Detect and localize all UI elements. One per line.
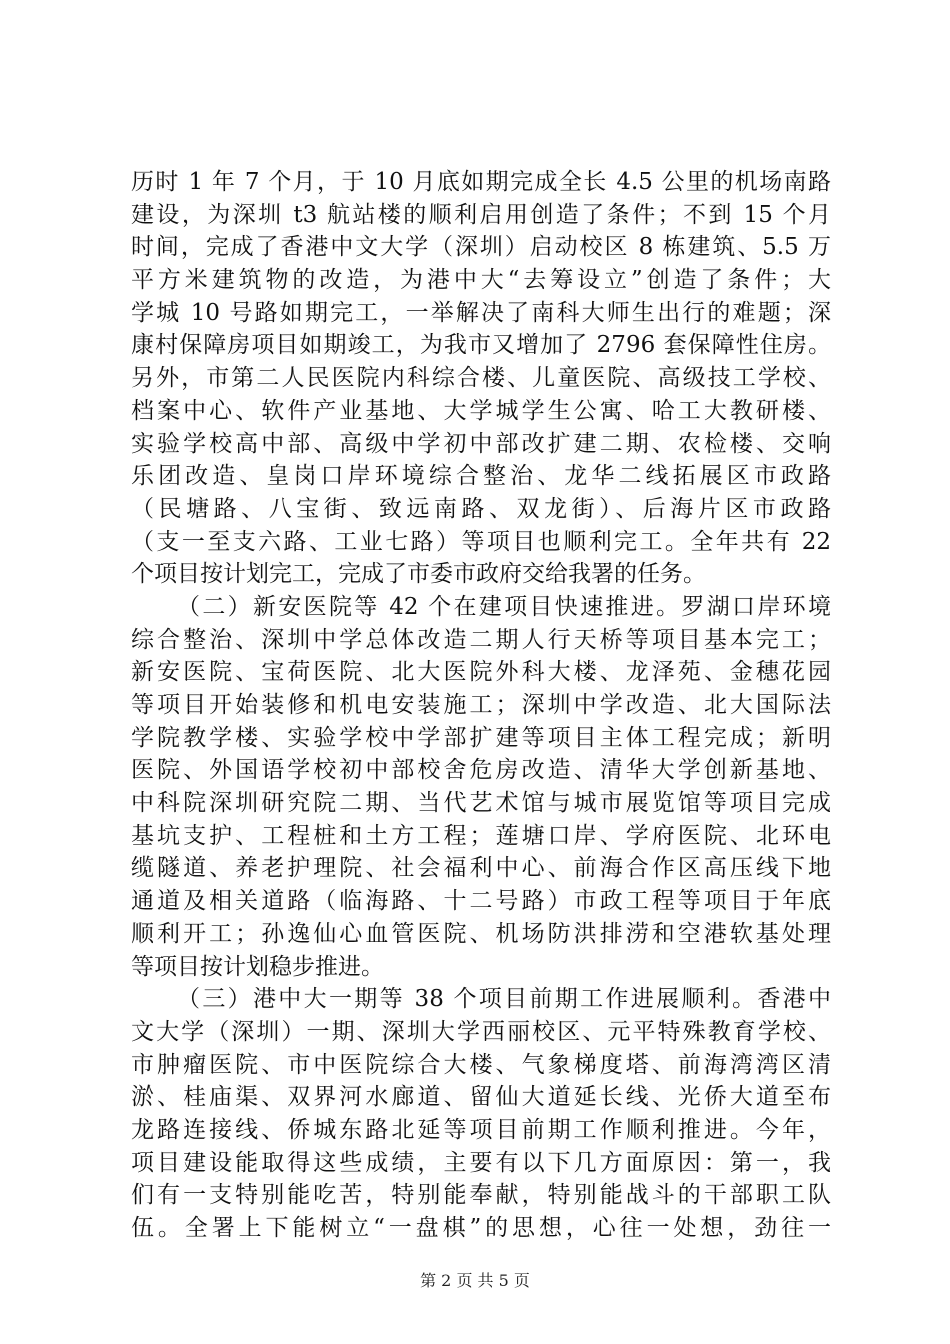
text-line: 们有一支特别能吃苦，特别能奉献，特别能战斗的干部职工队 [131, 1182, 831, 1209]
text-line: 医院、外国语学校初中部校舍危房改造、清华大学创新基地、 [131, 757, 831, 784]
page-number-footer: 第 2 页 共 5 页 [420, 1271, 530, 1290]
text-line: 康村保障房项目如期竣工，为我市又增加了 2796 套保障性住房。 [131, 332, 831, 359]
text-line: 建设，为深圳 t3 航站楼的顺利启用创造了条件；不到 15 个月 [131, 201, 831, 228]
text-line: 伍。全署上下能树立“一盘棋”的思想，心往一处想，劲往一 [131, 1215, 831, 1241]
text-line: 学院教学楼、实验学校中学部扩建等项目主体工程完成；新明 [131, 724, 831, 751]
text-line: 实验学校高中部、高级中学初中部改扩建二期、农检楼、交响 [131, 430, 831, 457]
text-line: 综合整治、深圳中学总体改造二期人行天桥等项目基本完工； [131, 626, 831, 653]
text-line: 淤、桂庙渠、双界河水廊道、留仙大道延长线、光侨大道至布 [131, 1084, 831, 1111]
text-line: （支一至支六路、工业七路）等项目也顺利完工。全年共有 22 [131, 528, 831, 555]
text-line: 项目建设能取得这些成绩，主要有以下几方面原因：第一，我 [131, 1149, 831, 1176]
text-line: 等项目按计划稳步推进。 [131, 953, 384, 980]
text-line: 龙路连接线、侨城东路北延等项目前期工作顺利推进。今年， [131, 1116, 831, 1143]
text-line: 文大学（深圳）一期、深圳大学西丽校区、元平特殊教育学校、 [131, 1018, 831, 1045]
paragraph-start-line: （三）港中大一期等 38 个项目前期工作进展顺利。香港中 [177, 986, 831, 1013]
text-line: 学城 10 号路如期完工，一举解决了南科大师生出行的难题；深 [131, 299, 831, 326]
text-line: 另外，市第二人民医院内科综合楼、儿童医院、高级技工学校、 [131, 365, 831, 392]
text-line: 时间，完成了香港中文大学（深圳）启动校区 8 栋建筑、5.5 万 [131, 234, 831, 261]
text-line: 历时 1 年 7 个月，于 10 月底如期完成全长 4.5 公里的机场南路 [131, 169, 831, 195]
text-line: 乐团改造、皇岗口岸环境综合整治、龙华二线拓展区市政路 [131, 463, 831, 490]
text-line: 通道及相关道路（临海路、十二号路）市政工程等项目于年底 [131, 888, 831, 915]
text-line: 基坑支护、工程桩和土方工程；莲塘口岸、学府医院、北环电 [131, 822, 831, 849]
text-line: 档案中心、软件产业基地、大学城学生公寓、哈工大教研楼、 [131, 397, 831, 424]
text-line: （民塘路、八宝街、致远南路、双龙街）、后海片区市政路 [131, 495, 831, 522]
text-line: 新安医院、宝荷医院、北大医院外科大楼、龙泽苑、金穗花园 [131, 659, 831, 686]
text-line: 顺利开工；孙逸仙心血管医院、机场防洪排涝和空港软基处理 [131, 920, 831, 947]
text-line: 等项目开始装修和机电安装施工；深圳中学改造、北大国际法 [131, 692, 831, 718]
document-body [131, 166, 831, 1245]
paragraph-start-line: （二）新安医院等 42 个在建项目快速推进。罗湖口岸环境 [177, 593, 831, 620]
text-line: 个项目按计划完工，完成了市委市政府交给我署的任务。 [131, 561, 706, 588]
text-line: 缆隧道、养老护理院、社会福利中心、前海合作区高压线下地 [131, 855, 831, 882]
text-line: 中科院深圳研究院二期、当代艺术馆与城市展览馆等项目完成 [131, 790, 831, 817]
text-line: 平方米建筑物的改造，为港中大“去筹设立”创造了条件；大 [131, 267, 831, 294]
text-line: 市肿瘤医院、市中医院综合大楼、气象梯度塔、前海湾湾区清 [131, 1051, 831, 1078]
